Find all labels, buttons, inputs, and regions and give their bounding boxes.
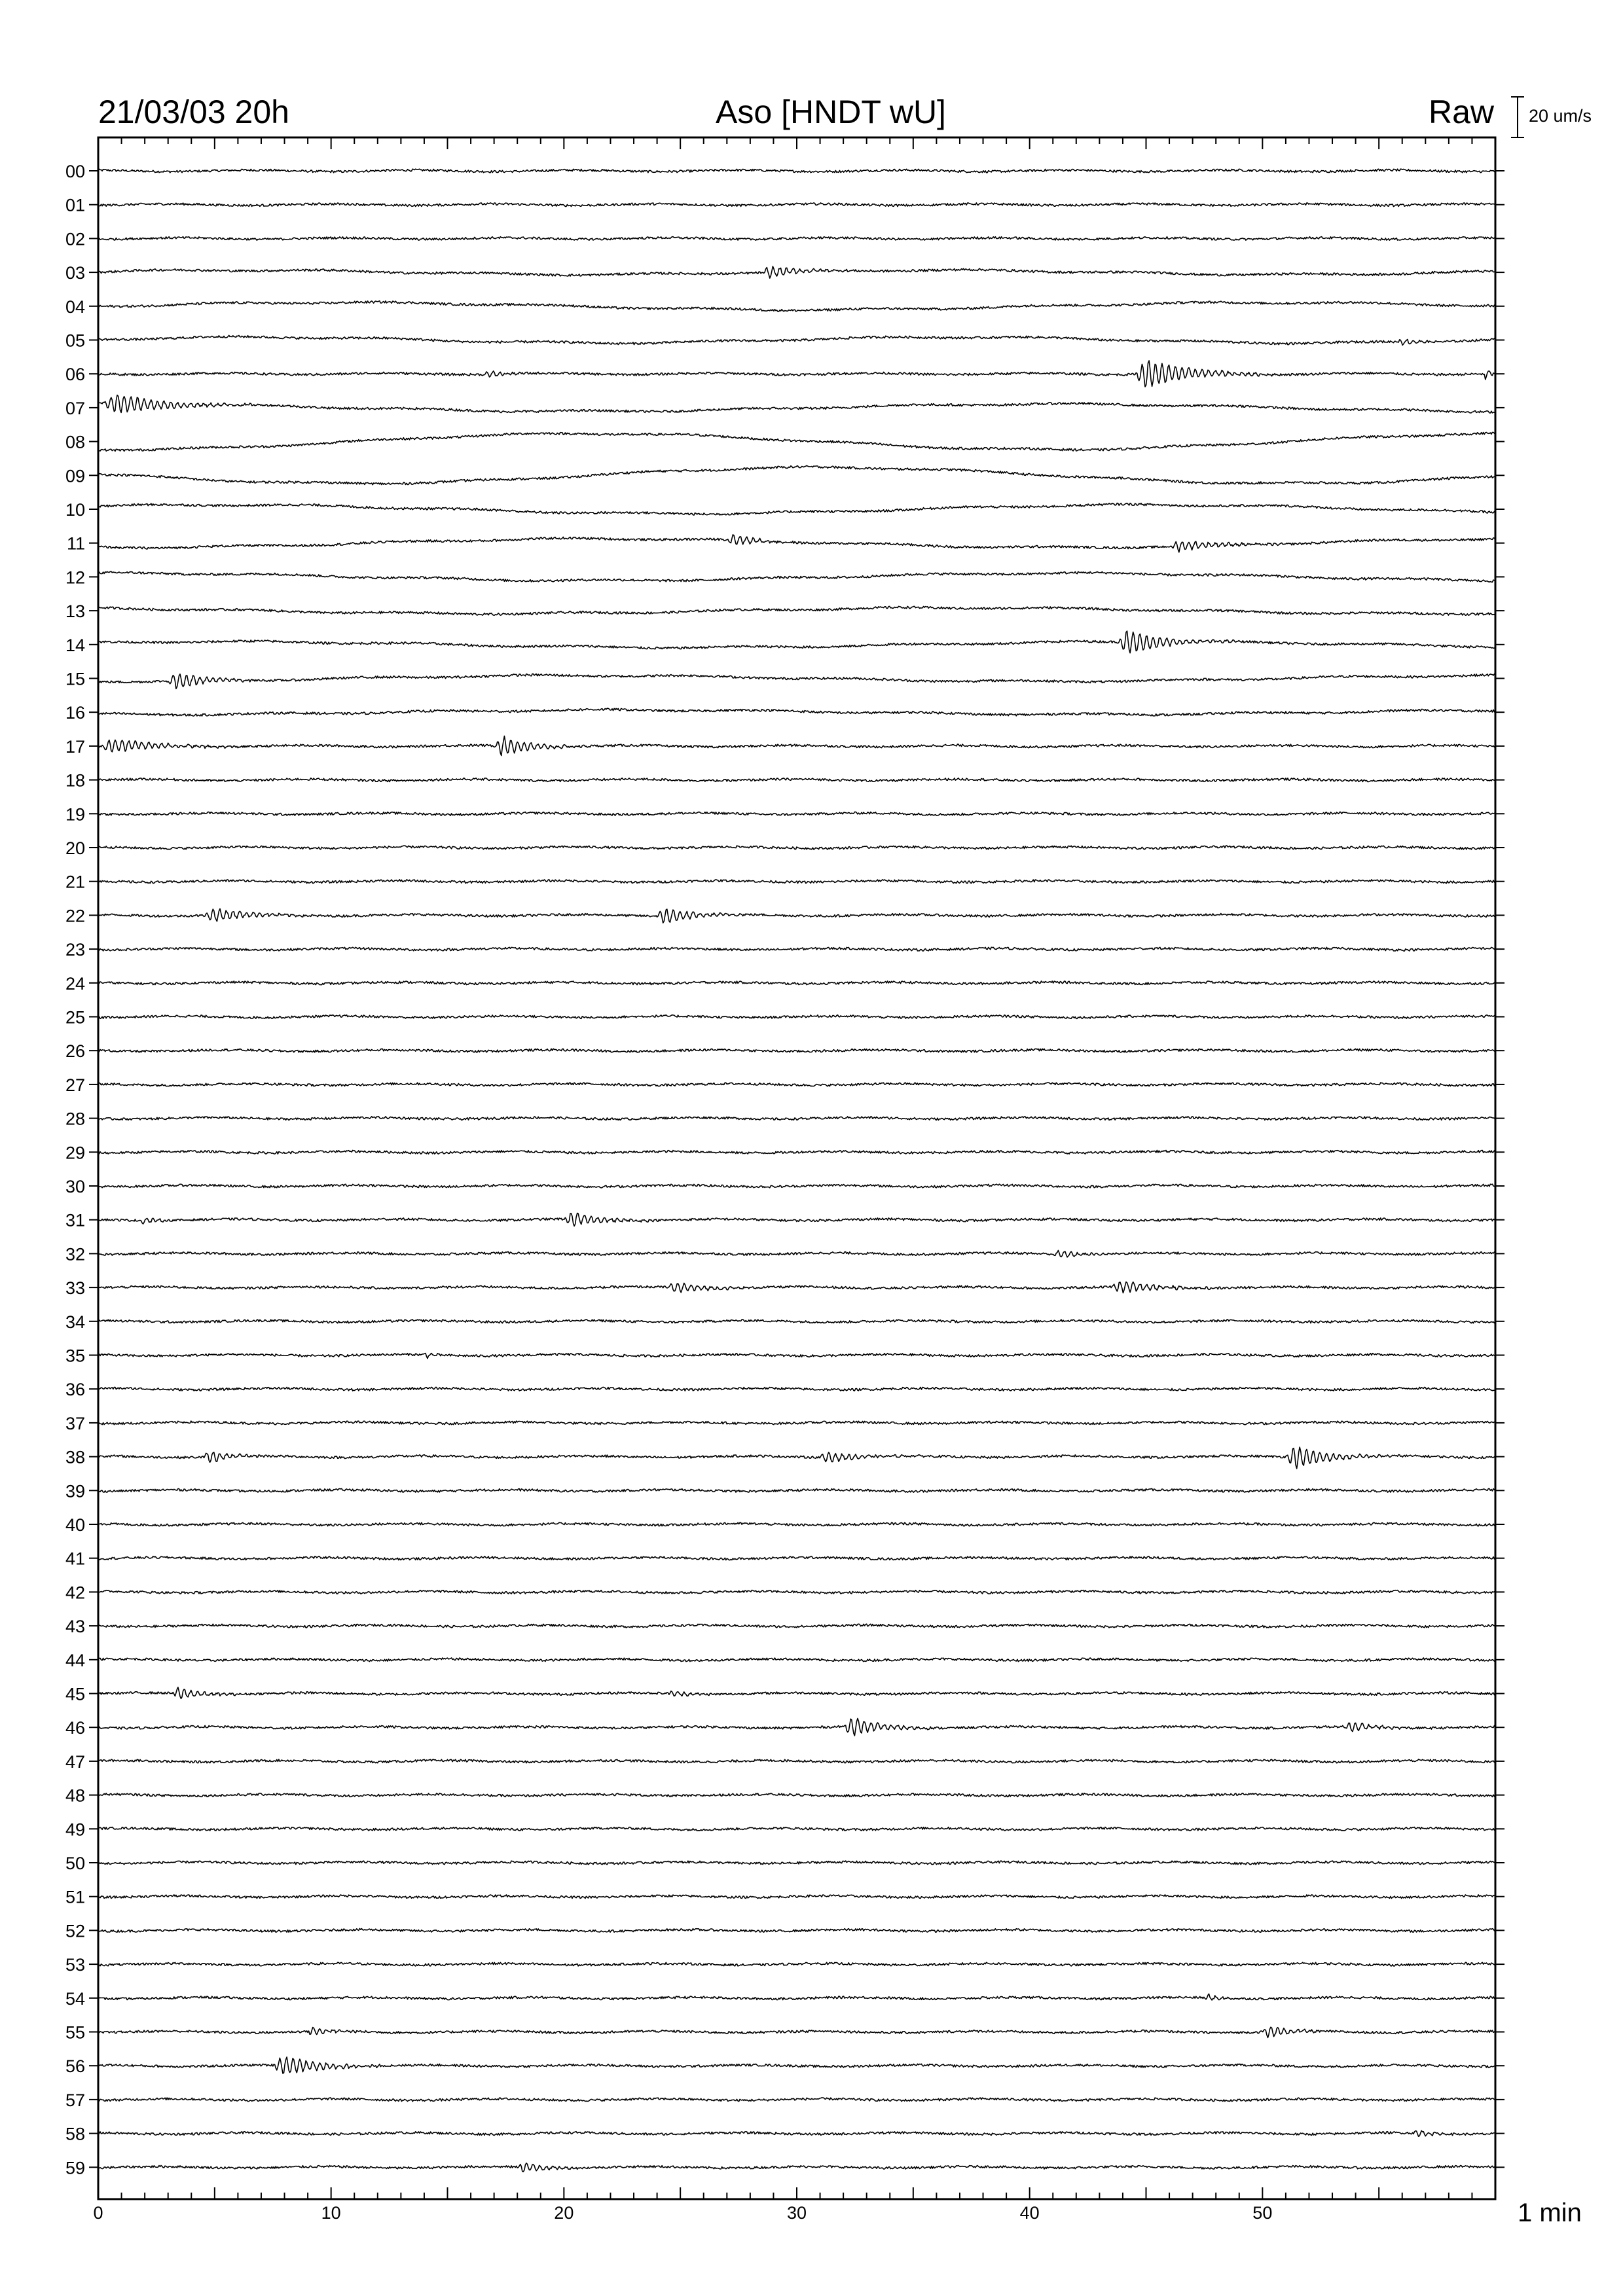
trace-row-51 <box>98 1895 1495 1899</box>
trace-row-39 <box>98 1489 1495 1493</box>
trace-row-09 <box>98 465 1495 484</box>
trace-row-13 <box>98 606 1495 615</box>
plot-datetime: 21/03/03 20h <box>98 94 289 130</box>
row-label: 31 <box>65 1210 85 1230</box>
row-label: 29 <box>65 1143 85 1163</box>
trace-row-43 <box>98 1624 1495 1628</box>
trace-row-18 <box>98 778 1495 782</box>
trace-row-05 <box>98 335 1495 345</box>
trace-row-52 <box>98 1929 1495 1933</box>
row-label: 24 <box>65 973 85 994</box>
row-label: 57 <box>65 2090 85 2110</box>
row-label: 41 <box>65 1549 85 1569</box>
trace-row-10 <box>98 503 1495 515</box>
trace-row-20 <box>98 846 1495 850</box>
row-labels <box>65 162 85 2178</box>
row-label: 45 <box>65 1684 85 1704</box>
row-label: 00 <box>65 162 85 181</box>
trace-row-59 <box>98 2163 1495 2172</box>
trace-row-22 <box>98 908 1495 923</box>
row-label: 22 <box>65 906 85 926</box>
trace-row-56 <box>98 2057 1495 2073</box>
trace-row-24 <box>98 981 1495 985</box>
trace-row-41 <box>98 1556 1495 1560</box>
row-label: 05 <box>65 331 85 351</box>
row-label: 03 <box>65 263 85 283</box>
row-label: 27 <box>65 1075 85 1095</box>
row-label: 35 <box>65 1346 85 1366</box>
row-label: 37 <box>65 1413 85 1433</box>
row-label: 53 <box>65 1955 85 1975</box>
row-label: 30 <box>65 1177 85 1196</box>
trace-row-08 <box>98 433 1495 452</box>
row-label: 43 <box>65 1617 85 1637</box>
trace-row-36 <box>98 1387 1495 1391</box>
row-label: 14 <box>65 635 85 655</box>
trace-row-45 <box>98 1687 1495 1698</box>
trace-row-40 <box>98 1522 1495 1526</box>
x-tick-label: 30 <box>786 2203 807 2223</box>
trace-row-01 <box>98 203 1495 207</box>
trace-row-50 <box>98 1861 1495 1865</box>
row-label: 19 <box>65 804 85 825</box>
row-label: 21 <box>65 872 85 892</box>
row-label: 01 <box>65 195 85 215</box>
row-label: 38 <box>65 1447 85 1467</box>
row-label: 40 <box>65 1515 85 1535</box>
trace-row-26 <box>98 1049 1495 1052</box>
trace-row-15 <box>98 674 1495 689</box>
row-label: 47 <box>65 1751 85 1772</box>
row-label: 32 <box>65 1244 85 1265</box>
row-label: 48 <box>65 1785 85 1806</box>
trace-row-54 <box>98 1994 1495 2000</box>
x-tick-labels <box>93 2203 1272 2223</box>
trace-row-53 <box>98 1962 1495 1966</box>
x-tick-label: 50 <box>1252 2203 1273 2223</box>
row-label: 04 <box>65 296 85 317</box>
trace-row-25 <box>98 1015 1495 1019</box>
row-label: 28 <box>65 1109 85 1129</box>
row-label: 52 <box>65 1921 85 1941</box>
row-label: 46 <box>65 1718 85 1738</box>
trace-row-55 <box>98 2027 1495 2037</box>
axis-ticks <box>89 137 1504 2199</box>
trace-row-47 <box>98 1759 1495 1763</box>
row-label: 11 <box>66 533 85 554</box>
x-unit-label: 1 min <box>1518 2198 1582 2227</box>
trace-row-30 <box>98 1184 1495 1188</box>
x-tick-label: 10 <box>321 2203 341 2223</box>
trace-row-49 <box>98 1827 1495 1831</box>
trace-row-14 <box>98 631 1495 653</box>
trace-row-46 <box>98 1719 1495 1736</box>
trace-row-33 <box>98 1282 1495 1293</box>
row-label: 09 <box>65 466 85 486</box>
trace-row-03 <box>98 266 1495 278</box>
amplitude-scale-bar <box>1511 97 1524 137</box>
row-label: 58 <box>65 2124 85 2144</box>
trace-row-04 <box>98 301 1495 312</box>
trace-row-06 <box>98 361 1495 387</box>
x-tick-label: 20 <box>554 2203 574 2223</box>
row-label: 26 <box>65 1041 85 1062</box>
trace-row-32 <box>98 1251 1495 1257</box>
trace-row-12 <box>98 571 1495 582</box>
row-label: 44 <box>65 1650 85 1670</box>
row-label: 20 <box>65 838 85 858</box>
row-label: 34 <box>65 1312 85 1332</box>
row-label: 33 <box>65 1278 85 1299</box>
row-label: 15 <box>65 669 85 689</box>
row-label: 39 <box>65 1481 85 1501</box>
row-label: 13 <box>65 601 85 622</box>
trace-row-02 <box>98 237 1495 241</box>
trace-row-38 <box>98 1447 1495 1469</box>
row-label: 25 <box>65 1007 85 1028</box>
trace-row-58 <box>98 2130 1495 2136</box>
trace-row-00 <box>98 169 1495 173</box>
x-tick-label: 40 <box>1019 2203 1040 2223</box>
row-label: 07 <box>65 398 85 418</box>
trace-row-57 <box>98 2098 1495 2102</box>
trace-row-16 <box>98 708 1495 716</box>
x-tick-label: 0 <box>93 2203 103 2223</box>
row-label: 36 <box>65 1380 85 1400</box>
seismic-traces <box>98 169 1495 2172</box>
row-label: 55 <box>65 2022 85 2043</box>
amplitude-scale-label: 20 um/s <box>1529 106 1592 126</box>
plot-mode-label: Raw <box>1428 94 1494 130</box>
trace-row-19 <box>98 812 1495 816</box>
row-label: 18 <box>65 770 85 791</box>
trace-row-42 <box>98 1590 1495 1594</box>
trace-row-27 <box>98 1083 1495 1086</box>
row-label: 59 <box>65 2158 85 2178</box>
trace-row-07 <box>98 395 1495 413</box>
row-label: 16 <box>65 703 85 723</box>
row-label: 51 <box>65 1887 85 1907</box>
row-label: 49 <box>65 1820 85 1840</box>
row-label: 17 <box>65 736 85 757</box>
trace-row-23 <box>98 947 1495 951</box>
plot-station-title: Aso [HNDT wU] <box>716 94 946 130</box>
trace-row-31 <box>98 1213 1495 1227</box>
trace-row-21 <box>98 880 1495 884</box>
trace-row-28 <box>98 1117 1495 1121</box>
trace-row-37 <box>98 1421 1495 1425</box>
plot-frame <box>98 137 1495 2199</box>
trace-row-17 <box>98 736 1495 756</box>
trace-row-34 <box>98 1319 1495 1323</box>
row-label: 23 <box>65 940 85 960</box>
trace-row-29 <box>98 1151 1495 1155</box>
row-label: 10 <box>65 500 85 520</box>
row-label: 56 <box>65 2056 85 2077</box>
trace-row-44 <box>98 1658 1495 1662</box>
row-label: 42 <box>65 1583 85 1603</box>
row-label: 02 <box>65 229 85 249</box>
row-label: 08 <box>65 432 85 452</box>
row-label: 12 <box>65 567 85 588</box>
trace-row-35 <box>98 1354 1495 1359</box>
row-label: 54 <box>65 1988 85 2009</box>
trace-row-11 <box>98 535 1495 552</box>
row-label: 50 <box>65 1854 85 1873</box>
row-label: 06 <box>65 365 85 385</box>
trace-row-48 <box>98 1793 1495 1797</box>
